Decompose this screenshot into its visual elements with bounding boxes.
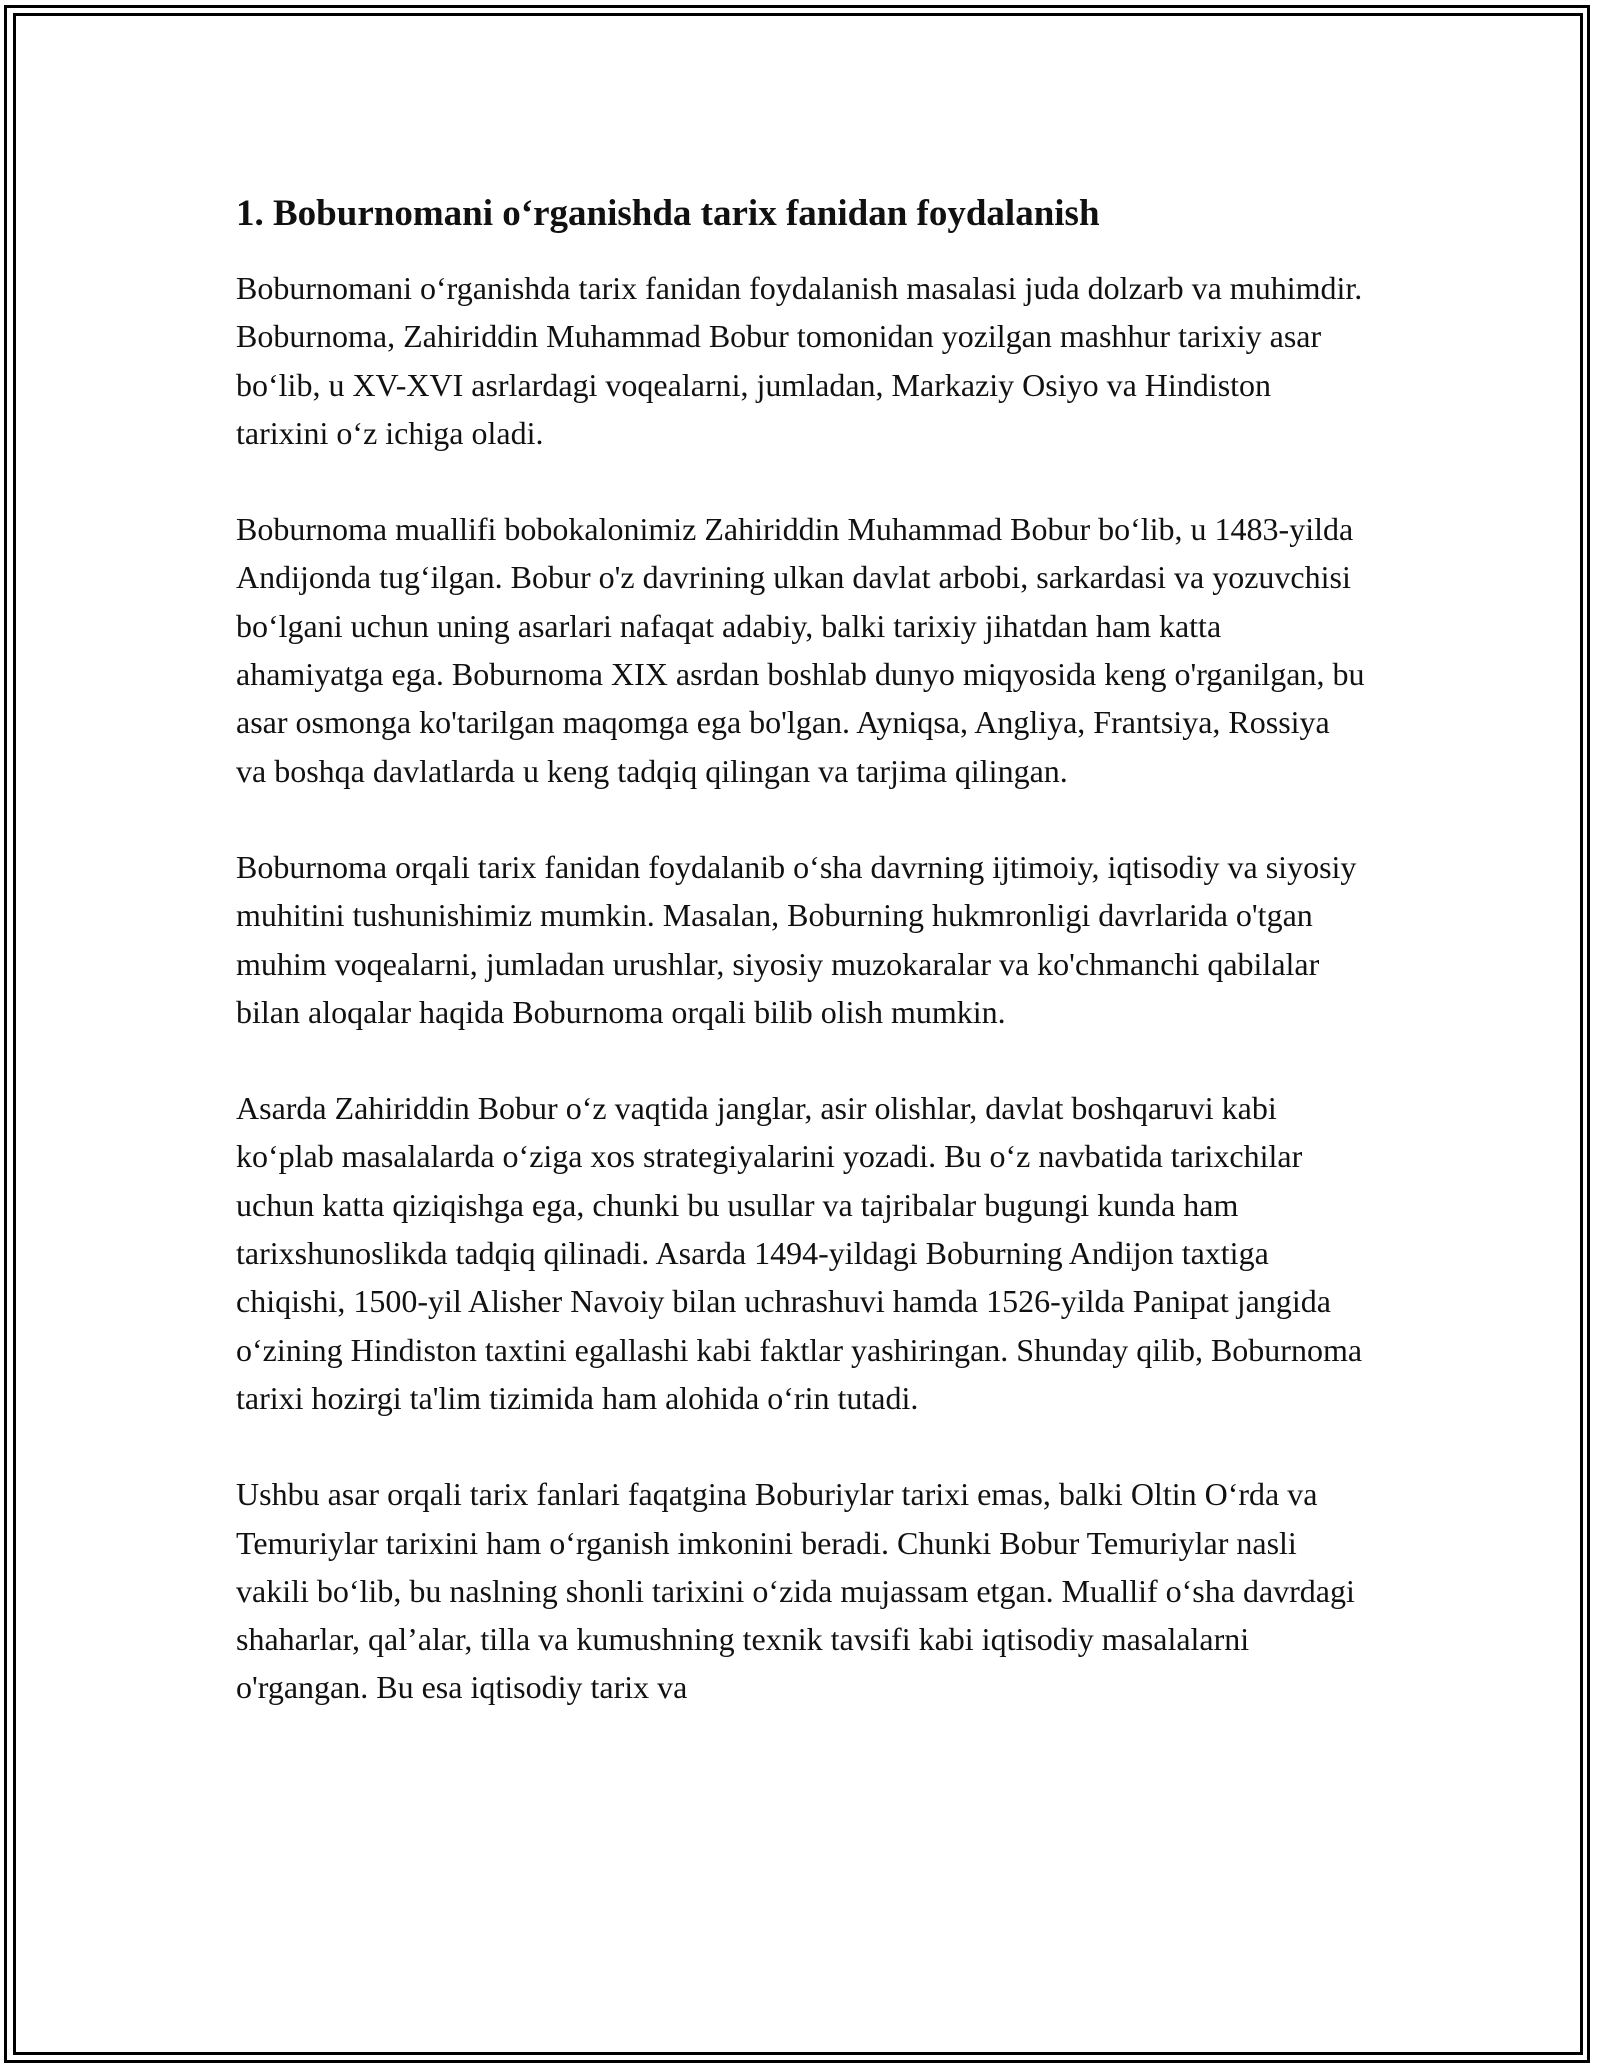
paragraph-1: Boburnomani o‘rganishda tarix fanidan foydalanish masalasi juda dolzarb va muhimdir. Boburnoma, Zahiriddin Muhammad Bobur tomonidan yozilgan mashhur tarixiy asar bo‘lib, u XV-XVI asrlardagi voqealarni, jumladan, Markaziy Osiyo va Hindiston tarixini o‘z ichiga oladi. [236,270,1363,451]
paragraph-4: Asarda Zahiriddin Bobur o‘z vaqtida janglar, asir olishlar, davlat boshqaruvi kabi ko‘plab masalalarda o‘ziga xos strategiyalarini yozadi. Bu o‘z navbatida tarixchilar uchun katta qiziqishga ega, chunki bu usullar va tajribalar bugungi kunda ham tarixshunoslikda tadqiq qilinadi. Asarda 1494-yildagi Boburning Andijon taxtiga chiqishi, 1500-yil Alisher Navoiy bilan uchrashuvi hamda 1526-yilda Panipat jangida o‘zining Hindiston taxtini egallashi kabi faktlar yashiringan. Shunday qilib, Boburnoma tarixi hozirgi ta'lim tizimida ham alohida o‘rin tutadi. [236,1090,1363,1416]
paragraph-3: Boburnoma orqali tarix fanidan foydalanib o‘sha davrning ijtimoiy, iqtisodiy va siyosiy muhitini tushunishimiz mumkin. Masalan, Boburning hukmronligi davrlarida o'tgan muhim voqealarni, jumladan urushlar, siyosiy muzokaralar va ko'chmanchi qabilalar bilan aloqalar haqida Boburnoma orqali bilib olish mumkin. [236,848,1357,1030]
paragraph-5: Ushbu asar orqali tarix fanlari faqatgina Boburiylar tarixi emas, balki Oltin O‘rda va Temuriylar tarixini ham o‘rganish imkonini beradi. Chunki Bobur Temuriylar nasli vakili bo‘lib, bu naslning shonli tarixini o‘zida mujassam etgan. Muallif o‘sha davrdagi shaharlar, qal’alar, tilla va kumushning texnik tavsifi kabi iqtisodiy masalalarni o'rgangan. Bu esa iqtisodiy tarix va [236,1476,1355,1706]
paragraph-2: Boburnoma muallifi bobokalonimiz Zahiriddin Muhammad Bobur bo‘lib, u 1483-yilda Andijonda tug‘ilgan. Bobur o'z davrining ulkan davlat arbobi, sarkardasi va yozuvchisi bo‘lgani uchun uning asarlari nafaqat adabiy, balki tarixiy jihatdan ham katta ahamiyatga ega. Boburnoma XIX asrdan boshlab dunyo miqyosida keng o'rganilgan, bu asar osmonga ko'tarilgan maqomga ega bo'lgan. Ayniqsa, Angliya, Frantsiya, Rossiya va boshqa davlatlarda u keng tadqiq qilingan va tarjima qilingan. [236,511,1365,789]
section-heading: 1. Boburnomani o‘rganishda tarix fanidan foydalanish [236,193,1100,234]
document-body [236,186,1366,1760]
